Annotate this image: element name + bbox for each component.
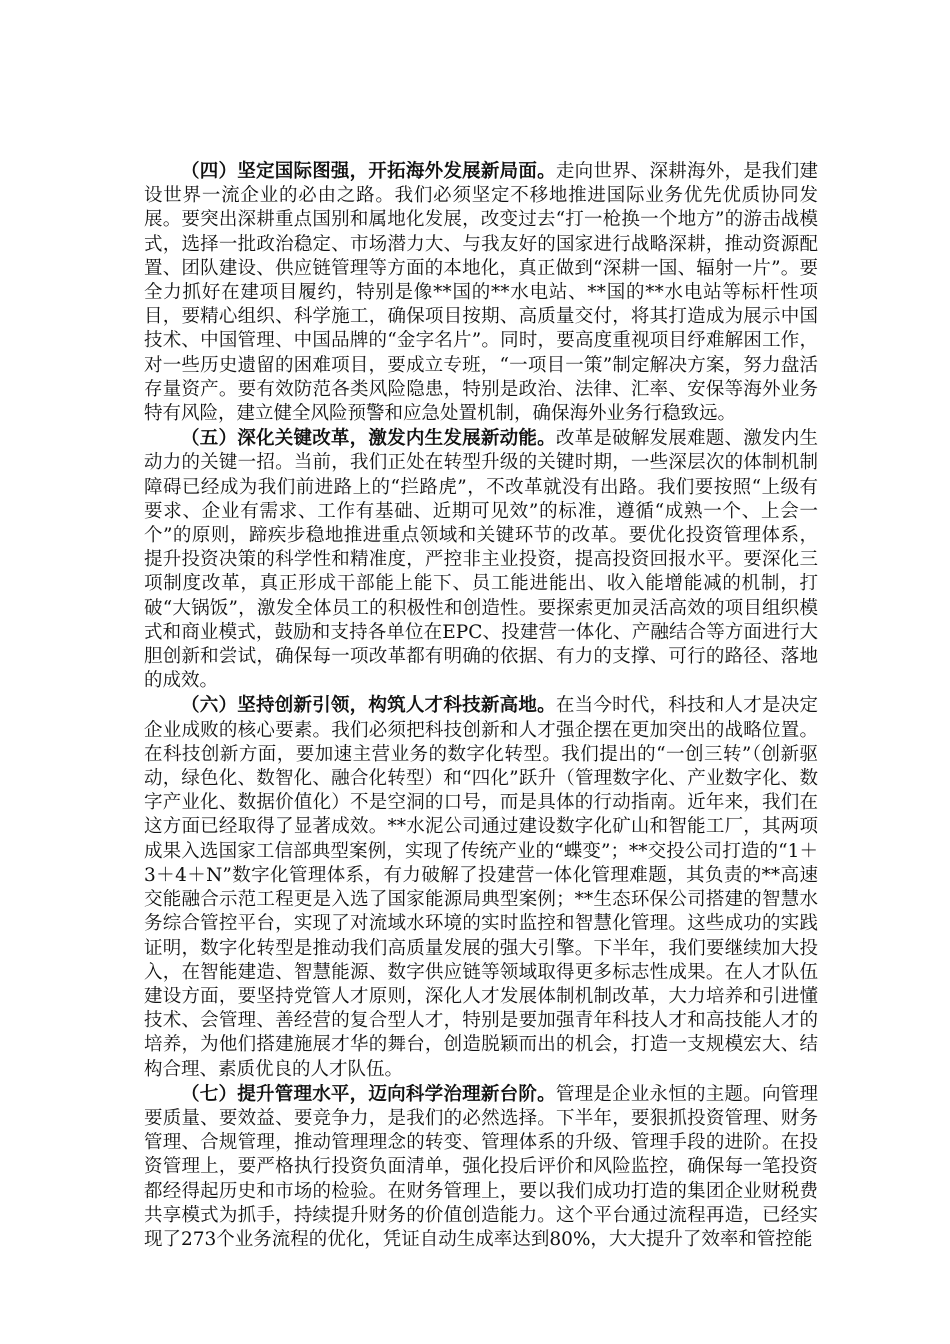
document-page <box>144 160 818 1253</box>
section-body-5: 改革是破解发展难题、激发内生动力的关键一招。当前，我们正处在转型升级的关键时期，一些深层次的体制机制障碍已经成为我们前进路上的“拦路虎”，不改革就没有出路。我们要按照“上级有要求、企业有需求、工作有基础、近期可见效”的标准，遵循“成熟一个、上会一个”的原则，蹄疾步稳地推进重点领域和关键环节的改革。要优化投资管理体系，提升投资决策的科学性和精准度，严控非主业投资，提高投资回报水平。要深化三项制度改革，真正形成干部能上能下、员工能进能出、收入能增能减的机制，打破“大锅饭”，激发全体员工的积极性和创造性。要探索更加灵活高效的项目组织模式和商业模式，鼓励和支持各单位在EPC、投建营一体化、产融结合等方面进行大胆创新和尝试，确保每一项改革都有明确的依据、有力的支撑、可行的路径、落地的成效。 <box>144 428 818 692</box>
section-heading-4: （四）坚定国际图强，开拓海外发展新局面。 <box>181 161 556 182</box>
section-heading-7: （七）提升管理水平，迈向科学治理新台阶。 <box>181 1083 556 1105</box>
section-paragraph-5 <box>144 427 818 693</box>
section-paragraph-6 <box>144 694 818 1081</box>
section-heading-5: （五）深化关键改革，激发内生发展新动能。 <box>181 428 556 450</box>
section-body-6: 在当今时代，科技和人才是决定企业成败的核心要素。我们必须把科技创新和人才强企摆在更加突出的战略位置。在科技创新方面，要加速主营业务的数字化转型。我们提出的“一创三转”（创新驱动，绿色化、数智化、融合化转型）和“四化”跃升（管理数字化、产业数字化、数字产业化、数据价值化）不是空洞的口号，而是具体的行动指南。近年来，我们在这方面已经取得了显著成效。**水泥公司通过建设数字化矿山和智能工厂，其两项成果入选国家工信部典型案例，实现了传统产业的“蝶变”；**交投公司打造的“1＋3＋4＋N”数字化管理体系，有力破解了投建营一体化管理难题，其负责的**高速交能融合示范工程更是入选了国家能源局典型案例；**生态环保公司搭建的智慧水务综合管控平台，实现了对流域水环境的实时监控和智慧化管理。这些成功的实践证明，数字化转型是推动我们高质量发展的强大引擎。下半年，我们要继续加大投入，在智能建造、智慧能源、数字供应链等领域取得更多标志性成果。在人才队伍建设方面，要坚持党管人才原则，深化人才发展体制机制改革，大力培养和引进懂技术、会管理、善经营的复合型人才，特别是要加强青年科技人才和高技能人才的培养，为他们搭建施展才华的舞台，创造脱颖而出的机会，打造一支规模宏大、结构合理、素质优良的人才队伍。 <box>144 695 818 1080</box>
section-body-4: 走向世界、深耕海外，是我们建设世界一流企业的必由之路。我们必须坚定不移地推进国际业务优先优质协同发展。要突出深耕重点国别和属地化发展，改变过去“打一枪换一个地方”的游击战模式，选择一批政治稳定、市场潜力大、与我友好的国家进行战略深耕，推动资源配置、团队建设、供应链管理等方面的本地化，真正做到“深耕一国、辐射一片”。要全力抓好在建项目履约，特别是像**国的**水电站、**国的**水电站等标杆性项目，要精心组织、科学施工，确保项目按期、高质量交付，将其打造成为展示中国技术、中国管理、中国品牌的“金字名片”。同时，要高度重视项目纾难解困工作，对一些历史遗留的困难项目，要成立专班，“一项目一策”制定解决方案，努力盘活存量资产。要有效防范各类风险隐患，特别是政治、法律、汇率、安保等海外业务特有风险，建立健全风险预警和应急处置机制，确保海外业务行稳致远。 <box>144 161 818 425</box>
section-body-7: 管理是企业永恒的主题。向管理要质量、要效益、要竞争力，是我们的必然选择。下半年，要狠抓投资管理、财务管理、合规管理，推动管理理念的转变、管理体系的升级、管理手段的进阶。在投资管理上，要严格执行投资负面清单，强化投后评价和风险监控，确保每一笔投资都经得起历史和市场的检验。在财务管理上，要以我们成功打造的集团企业财税费共享模式为抓手，持续提升财务的价值创造能力。这个平台通过流程再造，已经实现了273个业务流程的优化，凭证自动生成率达到80%，大大提升了效率和管控能 <box>144 1083 818 1250</box>
section-paragraph-4 <box>144 160 818 426</box>
section-paragraph-7 <box>144 1083 818 1252</box>
section-heading-6: （六）坚持创新引领，构筑人才科技新高地。 <box>181 695 556 717</box>
